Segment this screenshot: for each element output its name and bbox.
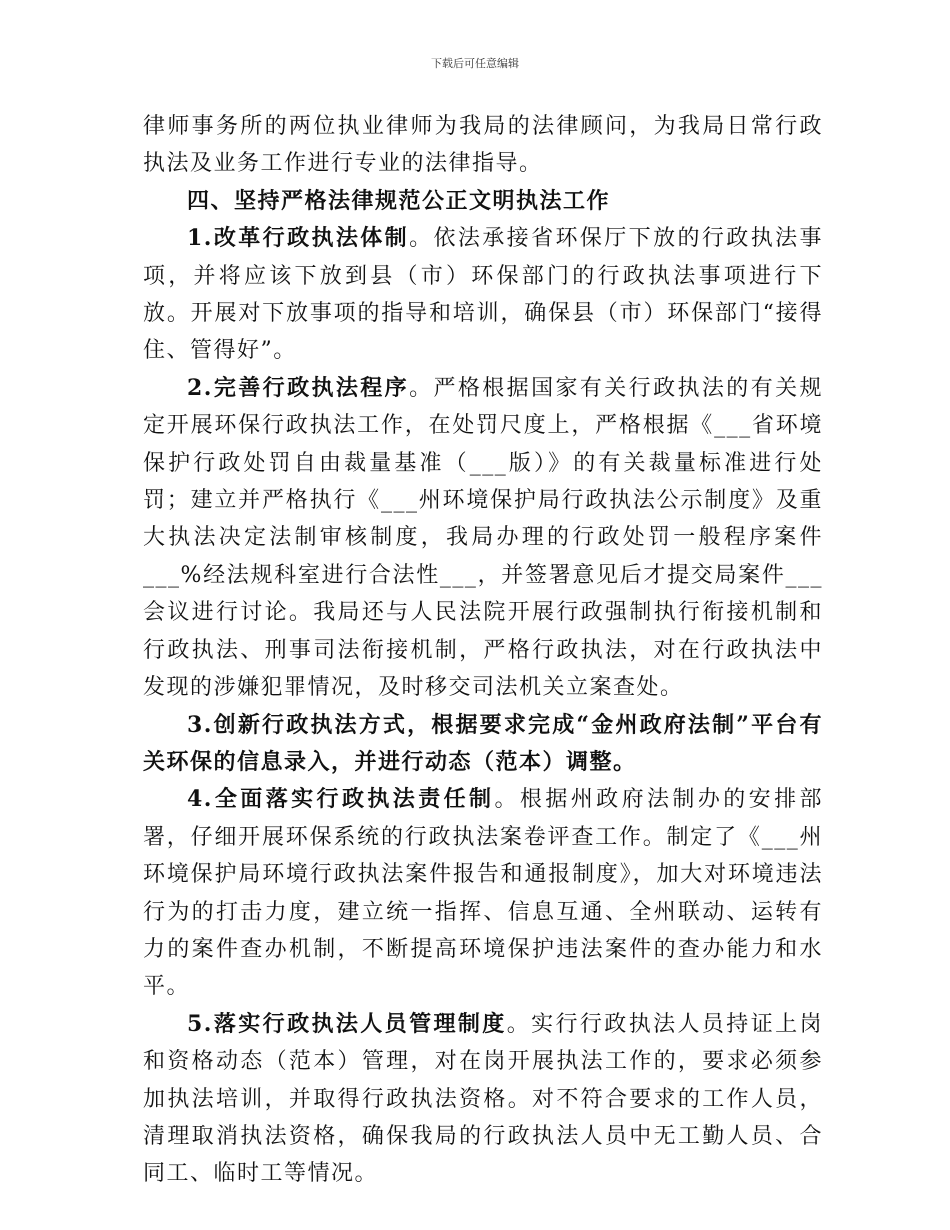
paragraph-item-5 xyxy=(143,1006,823,1193)
item-2-title: 2.完善行政执法程序 xyxy=(187,374,410,401)
document-body xyxy=(143,108,823,1193)
paragraph-item-2 xyxy=(143,370,823,707)
paragraph-continuation: 律师事务所的两位执业律师为我局的法律顾问，为我局日常行政执法及业务工作进行专业的法律指导。 xyxy=(143,114,823,177)
page-header-note: 下载后可任意编辑 xyxy=(431,57,519,70)
paragraph-item-1 xyxy=(143,220,823,370)
paragraph-item-3: 3.创新行政执法方式，根据要求完成“金州政府法制”平台有关环保的信息录入，并进行动态（范本）调整。 xyxy=(143,711,823,775)
item-1-body: 。依法承接省环保厅下放的行政执法事项，并将应该下放到县（市）环保部门的行政执法事项进行下放。开展对下放事项的指导和培训，确保县（市）环保部门“接得住、管得好”。 xyxy=(143,226,823,364)
item-5-title: 5.落实行政执法人员管理制度 xyxy=(187,1010,507,1037)
section-heading: 四、坚持严格法律规范公正文明执法工作 xyxy=(187,187,611,214)
paragraph-item-4 xyxy=(143,781,823,1005)
item-5-body: 。实行行政执法人员持证上岗和资格动态（范本）管理，对在岗开展执法工作的，要求必须参加执法培训，并取得行政执法资格。对不符合要求的工作人员，清理取消执法资格，确保我局的行政执法人员中无工勤人员、合同工、临时工等情况。 xyxy=(143,1011,823,1187)
item-4-body: 。根据州政府法制办的安排部署，仔细开展环保系统的行政执法案卷评查工作。制定了《___州环境保护局环境行政执法案件报告和通报制度》，加大对环境违法行为的打击力度，建立统一指挥、信息互通、全州联动、运转有力的案件查办机制，不断提高环境保护违法案件的查办能力和水平。 xyxy=(143,787,823,1000)
item-2-body: 。严格根据国家有关行政执法的有关规定开展环保行政执法工作，在处罚尺度上，严格根据《___省环境保护行政处罚自由裁量基准（___版）》的有关裁量标准进行处罚；建立并严格执行《___州环境保护局行政执法公示制度》及重大执法决定法制审核制度，我局办理的行政处罚一般程序案件___%经法规科室进行合法性___，并签署意见后才提交局案件___会议进行讨论。我局还与人民法院开展行政强制执行衔接机制和行政执法、刑事司法衔接机制，严格行政执法，对在行政执法中发现的涉嫌犯罪情况，及时移交司法机关立案查处。 xyxy=(143,375,823,701)
item-4-title: 4.全面落实行政执法责任制 xyxy=(187,786,495,813)
item-1-title: 1.改革行政执法体制 xyxy=(187,225,410,252)
